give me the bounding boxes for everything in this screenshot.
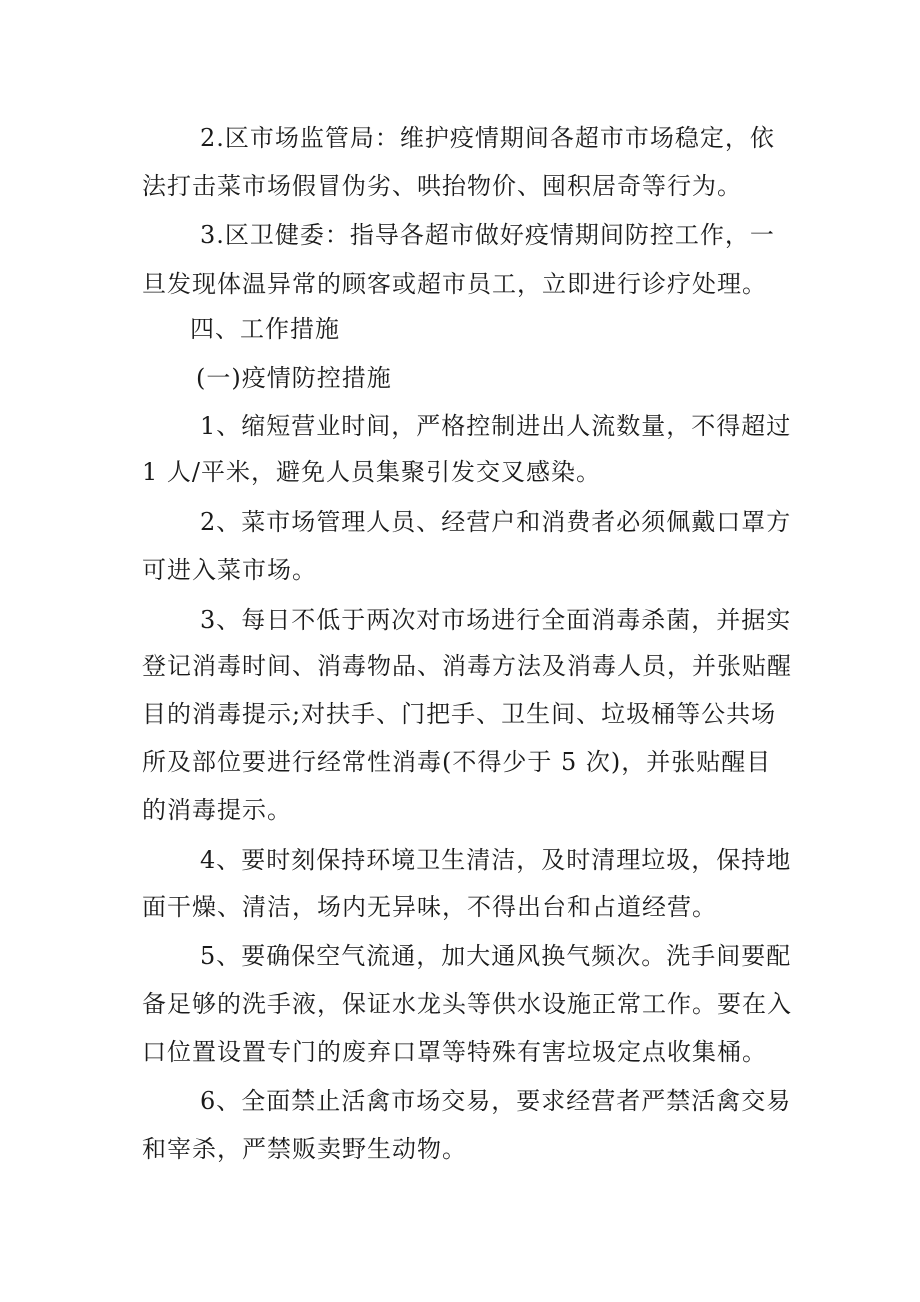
paragraph-line: 4、要时刻保持环境卫生清洁，及时清理垃圾，保持地 [200,846,792,874]
paragraph-line: 3.区卫健委：指导各超市做好疫情期间防控工作，一 [200,221,775,249]
paragraph-line: 可进入菜市场。 [142,556,317,584]
paragraph-line: 1、缩短营业时间，严格控制进出人流数量，不得超过 [200,412,792,440]
paragraph-line: 所及部位要进行经常性消毒(不得少于 5 次)，并张贴醒目 [142,748,772,776]
paragraph-line: 的消毒提示。 [142,796,292,824]
paragraph-line: 3、每日不低于两次对市场进行全面消毒杀菌，并据实 [200,606,792,634]
paragraph-line: 6、全面禁止活禽市场交易，要求经营者严禁活禽交易 [200,1087,792,1115]
paragraph-line: 口位置设置专门的废弃口罩等特殊有害垃圾定点收集桶。 [142,1038,767,1066]
paragraph-line: 登记消毒时间、消毒物品、消毒方法及消毒人员，并张贴醒 [142,652,792,680]
paragraph-line: 2.区市场监管局：维护疫情期间各超市市场稳定，依 [200,124,775,152]
subsection-heading: (一)疫情防控措施 [196,364,392,392]
paragraph-line: 和宰杀，严禁贩卖野生动物。 [142,1135,467,1163]
paragraph-line: 目的消毒提示;对扶手、门把手、卫生间、垃圾桶等公共场 [142,700,777,728]
paragraph-line: 2、菜市场管理人员、经营户和消费者必须佩戴口罩方 [200,508,792,536]
paragraph-line: 面干燥、清洁，场内无异味，不得出台和占道经营。 [142,893,717,921]
paragraph-line: 备足够的洗手液，保证水龙头等供水设施正常工作。要在入 [142,990,792,1018]
paragraph-line: 法打击菜市场假冒伪劣、哄抬物价、囤积居奇等行为。 [142,172,742,200]
paragraph-line: 1 人/平米，避免人员集聚引发交叉感染。 [142,458,601,486]
section-heading: 四、工作措施 [190,315,340,343]
paragraph-line: 5、要确保空气流通，加大通风换气频次。洗手间要配 [200,942,792,970]
paragraph-line: 旦发现体温异常的顾客或超市员工，立即进行诊疗处理。 [142,270,767,298]
